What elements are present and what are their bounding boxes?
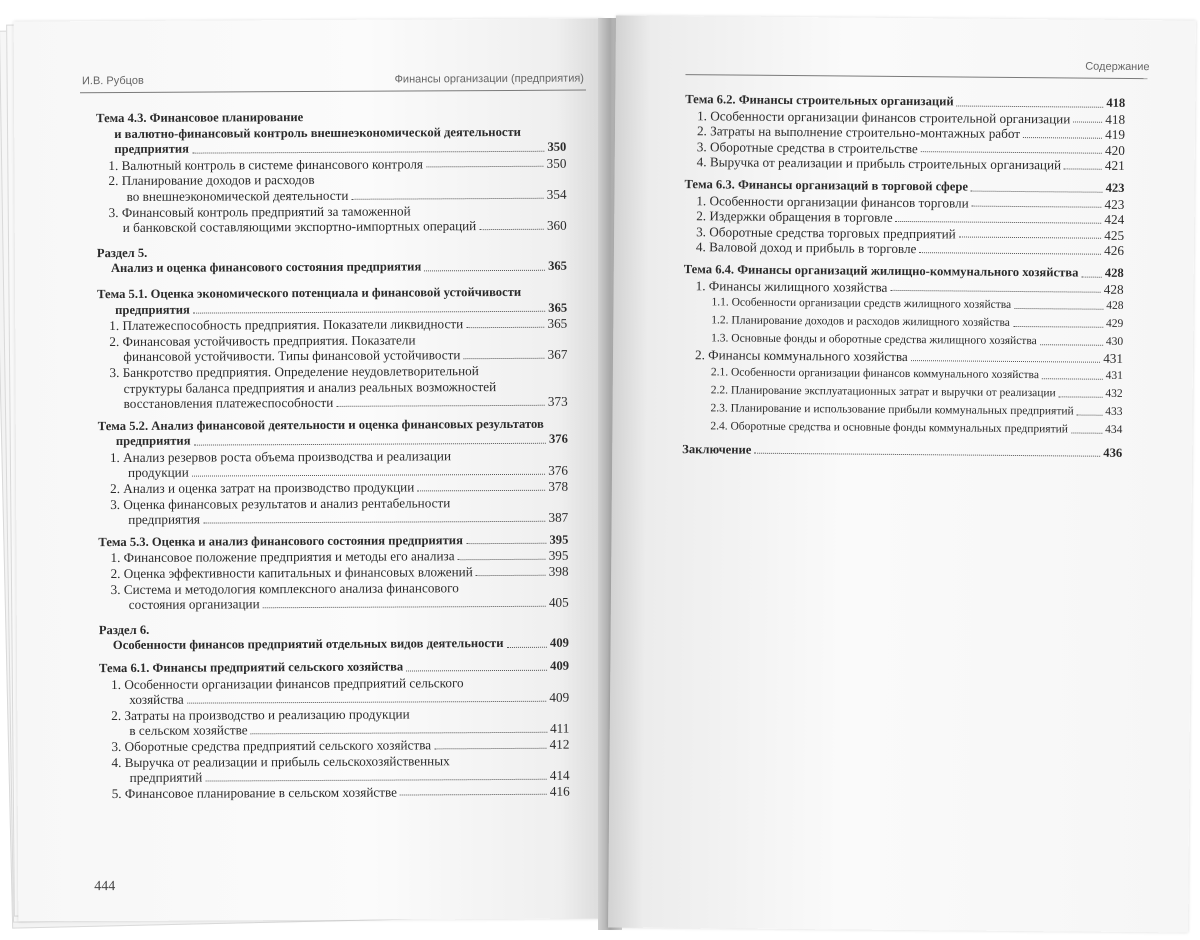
toc-entry-title: предприятия <box>128 511 200 528</box>
table-of-contents-left <box>96 109 570 802</box>
toc-entry-title: 3. Оборотные средства в строительстве <box>696 138 918 156</box>
toc-entry-title: 2.4. Оборотные средства и основные фонды коммунальных предприятий <box>710 420 1069 436</box>
dot-leader <box>479 229 544 230</box>
toc-entry-title: 3. Оборотные средства предприятий сельского хозяйства <box>111 737 432 755</box>
toc-page-number: 419 <box>1105 126 1126 143</box>
toc-entry-title: и банковской составляющими экспортно-импортных операций <box>122 218 477 236</box>
dot-leader <box>251 732 548 735</box>
toc-heading-line: Тема 5.2. Анализ финансовой деятельности и оценка финансовых результатов <box>97 416 544 433</box>
toc-entry-title: 1. Особенности организации финансов торговли <box>696 192 969 211</box>
dot-leader <box>463 358 544 359</box>
toc-page-number: 409 <box>549 689 570 705</box>
toc-page-number: 409 <box>549 636 569 651</box>
toc-page-number: 387 <box>548 509 569 526</box>
toc-entry-title: хозяйства <box>129 691 184 708</box>
toc-page-number: 373 <box>547 393 568 409</box>
toc-page-number: 416 <box>549 783 570 799</box>
dot-leader <box>1040 344 1103 346</box>
dot-leader <box>1013 326 1103 328</box>
toc-page-number: 420 <box>1104 142 1125 158</box>
toc-page-number: 424 <box>1104 211 1125 228</box>
dot-leader <box>187 701 547 704</box>
toc-entry-title: финансовой устойчивости. Типы финансовой устойчивости <box>123 347 461 365</box>
toc-page-number: 421 <box>1104 158 1125 174</box>
dot-leader <box>957 105 1104 107</box>
dot-leader <box>192 151 544 154</box>
toc-entry-line: 3. Оценка финансовых результатов и анализ рентабельности <box>110 494 451 512</box>
toc-entry-title: 2.1. Особенности организации финансов коммунального хозяйства <box>710 366 1040 381</box>
toc-page-number: 423 <box>1105 180 1125 195</box>
dot-leader <box>919 252 1101 255</box>
toc-entry-title: 3. Оборотные средства торговых предприятий <box>696 223 956 242</box>
toc-entry-title: 4. Выручка от реализации и прибыль строительных организаций <box>696 154 1062 173</box>
dot-leader <box>466 543 547 544</box>
page-number: 444 <box>94 879 116 895</box>
toc-page-number: 434 <box>1105 423 1123 436</box>
toc-page-number: 431 <box>1105 369 1123 382</box>
running-header-title: Финансы организации (предприятия) <box>394 72 584 86</box>
dot-leader <box>1059 396 1103 397</box>
dot-leader <box>896 221 1102 224</box>
toc-entry-title: 1. Особенности организации финансов строительной организации <box>697 107 1071 127</box>
toc-entry-title: 2.3. Планирование и использование прибыли коммунальных предприятий <box>710 402 1074 418</box>
toc-page-number: 411 <box>550 721 570 737</box>
toc-page-number: 365 <box>548 259 567 274</box>
dot-leader <box>476 574 546 575</box>
toc-entry-title: Тема 6.2. Финансы строительных организаций <box>685 92 954 109</box>
toc-entry-line: 3. Финансовый контроль предприятий за таможенной <box>108 203 411 220</box>
dot-leader <box>263 606 546 608</box>
toc-page-number: 426 <box>1104 243 1125 259</box>
toc-page-number: 412 <box>549 736 570 752</box>
toc-page-number: 365 <box>547 315 568 331</box>
running-header-author: И.В. Рубцов <box>81 74 144 88</box>
dot-leader <box>921 152 1102 155</box>
dot-leader <box>754 453 1100 457</box>
dot-leader <box>1071 432 1102 433</box>
toc-entry-title: во внешнеэкономической деятельности <box>126 187 349 204</box>
toc-page-number: 360 <box>546 217 567 233</box>
toc-page-number: 431 <box>1103 350 1124 367</box>
toc-entry-line: 1. Особенности организации финансов предприятий сельского <box>111 674 464 692</box>
toc-page-number: 429 <box>1106 317 1124 331</box>
toc-entry-line: 2. Затраты на производство и реализацию продукции <box>111 706 410 723</box>
toc-entry-title: 2. Оценка эффективности капитальных и финансовых вложений <box>110 564 473 582</box>
toc-page-number: 354 <box>546 186 567 202</box>
toc-page-number: 428 <box>1103 281 1124 297</box>
toc-entry-title: 2.2. Планирование эксплуатационных затрат и выручки от реализации <box>710 384 1056 400</box>
toc-page-number: 433 <box>1105 405 1123 418</box>
toc-entry-title: 1.3. Основные фонды и оборотные средства жилищного хозяйства <box>711 332 1037 348</box>
toc-entry-title: предприятия <box>115 433 191 449</box>
toc-page-number: 350 <box>547 139 567 154</box>
toc-entry-line: 4. Выручка от реализации и прибыль сельскохозяйственных <box>111 752 450 770</box>
dot-leader <box>434 747 547 749</box>
toc-entry-title: 1. Платежеспособность предприятия. Показатели ликвидности <box>109 316 464 334</box>
toc-heading <box>99 636 569 654</box>
dot-leader <box>406 669 547 671</box>
left-page <box>14 18 609 921</box>
toc-heading-line: Тема 5.1. Оценка экономического потенциала и финансовой устойчивости <box>97 284 522 302</box>
toc-heading-line: Тема 4.3. Финансовое планирование <box>96 110 304 126</box>
toc-entry-title: 4. Валовой доход и прибыль в торговле <box>695 239 917 257</box>
dot-leader <box>911 360 1100 363</box>
toc-page-number: 428 <box>1104 265 1124 280</box>
toc-page-number: 376 <box>548 431 568 447</box>
dot-leader <box>205 779 547 782</box>
dot-leader <box>417 489 545 491</box>
toc-heading-line: Раздел 6. <box>98 622 150 637</box>
toc-entry-title: 2. Анализ и оценка затрат на производство продукции <box>110 479 415 497</box>
toc-page-number: 414 <box>549 767 570 783</box>
toc-entry-title: 1. Финансовое положение предприятия и методы его анализа <box>110 548 455 566</box>
header-rule <box>685 74 1147 79</box>
toc-entry-line: 2. Финансовая устойчивость предприятия. Показатели <box>109 332 416 349</box>
toc-page-number: 395 <box>549 532 569 547</box>
toc-page-number: 409 <box>550 658 570 673</box>
dot-leader <box>890 290 1100 293</box>
toc-entry-title: 2. Финансы коммунального хозяйства <box>694 347 908 365</box>
dot-leader <box>203 521 546 524</box>
dot-leader <box>1081 276 1101 277</box>
dot-leader <box>466 326 544 327</box>
toc-entry-title: Заключение <box>682 441 752 457</box>
toc-entry-title: 1. Финансы жилищного хозяйства <box>695 277 888 295</box>
dot-leader <box>1073 122 1102 123</box>
dot-leader <box>972 206 1102 208</box>
table-of-contents-right <box>682 92 1125 461</box>
toc-page-number: 423 <box>1104 196 1125 212</box>
toc-page-number: 418 <box>1105 111 1126 127</box>
toc-entry-title: Тема 6.3. Финансы организаций в торговой сфере <box>684 177 969 194</box>
toc-entry-line: структуры баланса предприятия и анализ реальных возможностей <box>123 378 497 396</box>
toc-entry-title: 1. Валютный контроль в системе финансового контроля <box>108 156 423 173</box>
dot-leader <box>192 474 545 477</box>
toc-page-number: 365 <box>548 300 568 315</box>
toc-entry-title: 2. Затраты на выполнение строительно-монтажных работ <box>696 123 1021 142</box>
toc-entry-title: восстановления платежеспособности <box>123 394 334 412</box>
toc-entry-title: Тема 6.1. Финансы предприятий сельского хозяйства <box>98 659 404 676</box>
toc-page-number: 367 <box>547 346 568 363</box>
right-page <box>608 15 1196 932</box>
dot-leader <box>193 311 545 314</box>
toc-entry-title: предприятия <box>114 141 189 157</box>
dot-leader <box>506 647 547 648</box>
toc-page-number: 378 <box>548 478 569 494</box>
toc-page-number: 418 <box>1106 95 1126 110</box>
dot-leader <box>1077 414 1103 415</box>
toc-entry-title: Тема 6.4. Финансы организаций жилищно-коммунального хозяйства <box>683 262 1079 280</box>
toc-page-number: 436 <box>1103 445 1123 460</box>
dot-leader <box>426 166 544 168</box>
toc-page-number: 428 <box>1106 299 1124 313</box>
dot-leader <box>971 190 1103 192</box>
toc-entry-title: Особенности финансов предприятий отдельных видов деятельности <box>112 636 504 653</box>
toc-entry <box>682 417 1122 439</box>
toc-page-number: 398 <box>548 563 569 579</box>
toc-entry-line: 1. Анализ резервов роста объема производства и реализации <box>109 448 452 465</box>
toc-page-number: 395 <box>548 548 569 564</box>
toc-entry-title: предприятий <box>129 769 203 786</box>
dot-leader <box>1023 137 1102 139</box>
toc-heading-line: и валютно-финансовый контроль внешнеэкономической деятельности <box>114 124 521 141</box>
dot-leader <box>194 443 546 446</box>
toc-entry-title: Анализ и оценка финансового состояния предприятия <box>110 259 422 276</box>
toc-entry-title: Тема 5.3. Оценка и анализ финансового состояния предприятия <box>98 533 463 549</box>
toc-entry-title: 2. Издержки обращения в торговле <box>696 208 893 226</box>
dot-leader <box>400 794 547 796</box>
toc-page-number: 425 <box>1104 227 1125 243</box>
toc-entry-title: состояния организации <box>128 596 260 613</box>
toc-page-number: 350 <box>546 155 567 171</box>
toc-entry-title: в сельском хозяйстве <box>129 722 248 739</box>
toc-entry-title: 1.2. Планирование доходов и расходов жилищного хозяйства <box>711 314 1010 330</box>
dot-leader <box>424 270 545 272</box>
header-rule <box>80 90 586 94</box>
toc-page-number: 430 <box>1105 335 1124 349</box>
dot-leader <box>1064 168 1102 169</box>
toc-entry <box>100 783 570 801</box>
toc-entry-line: 2. Планирование доходов и расходов <box>108 172 315 189</box>
toc-page-number: 432 <box>1105 387 1123 400</box>
toc-entry-title: предприятия <box>115 302 190 317</box>
toc-page-number: 405 <box>548 594 569 610</box>
toc-entry-line: 3. Система и методология комплексного анализа финансового <box>110 579 459 597</box>
dot-leader <box>1042 378 1103 380</box>
toc-entry-title: продукции <box>127 465 189 481</box>
dot-leader <box>458 559 546 560</box>
running-header-title: Содержание <box>1085 60 1150 74</box>
dot-leader <box>959 237 1102 239</box>
dot-leader <box>1014 308 1103 310</box>
dot-leader <box>336 404 545 406</box>
toc-heading <box>682 442 1122 461</box>
toc-page-number: 376 <box>548 463 569 479</box>
toc-entry-title: 5. Финансовое планирование в сельском хозяйстве <box>111 784 398 801</box>
toc-entry-title: 1.1. Особенности организации средств жилищного хозяйства <box>711 296 1012 312</box>
toc-heading-line: Раздел 5. <box>96 245 148 260</box>
toc-entry-line: 3. Банкротство предприятия. Определение неудовлетворительной <box>109 363 479 380</box>
dot-leader <box>351 197 543 199</box>
